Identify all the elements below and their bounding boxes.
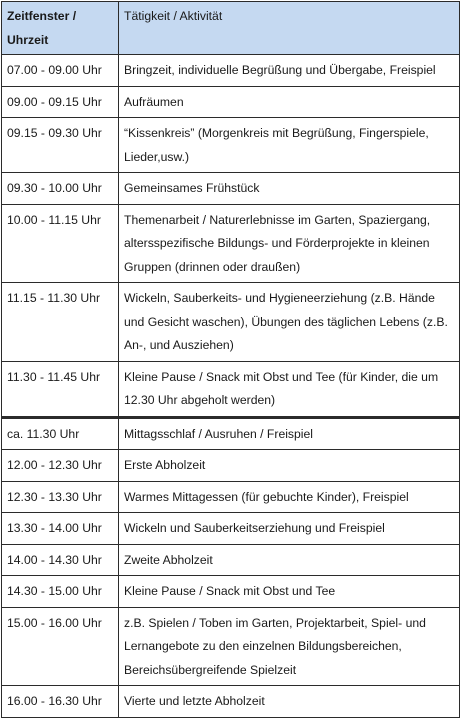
activity-cell: Bringzeit, individuelle Begrüßung und Übergabe, Freispiel [119,55,460,87]
time-cell: 10.00 - 11.15 Uhr [2,204,119,283]
table-row [2,544,460,576]
activity-cell: z.B. Spielen / Toben im Garten, Projektarbeit, Spiel- und Lernangebote zu den einzelnen Bildungsbereichen, Bereichsübergreifende Spielzeit [119,607,460,686]
table-row [2,450,460,482]
activity-cell: Vierte und letzte Abholzeit [119,686,460,718]
table-row [2,361,460,417]
time-cell: 15.00 - 16.00 Uhr [2,607,119,686]
activity-cell: Erste Abholzeit [119,450,460,482]
schedule-table [1,1,460,718]
table-row [2,173,460,205]
column-header-time: Zeitfenster / Uhrzeit [2,2,119,55]
activity-cell: Wickeln und Sauberkeitserziehung und Freispiel [119,513,460,545]
table-row [2,607,460,686]
column-header-activity: Tätigkeit / Aktivität [119,2,460,55]
table-row [2,417,460,450]
time-cell: 14.30 - 15.00 Uhr [2,576,119,608]
activity-cell: Warmes Mittagessen (für gebuchte Kinder), Freispiel [119,481,460,513]
time-cell: 11.30 - 11.45 Uhr [2,361,119,417]
table-row [2,686,460,718]
table-row [2,576,460,608]
table-row [2,283,460,362]
activity-cell: Kleine Pause / Snack mit Obst und Tee (für Kinder, die um 12.30 Uhr abgeholt werden) [119,361,460,417]
time-cell: 13.30 - 14.00 Uhr [2,513,119,545]
time-cell: 09.00 - 09.15 Uhr [2,86,119,118]
time-cell: 12.00 - 12.30 Uhr [2,450,119,482]
table-row [2,204,460,283]
time-cell: 09.30 - 10.00 Uhr [2,173,119,205]
time-cell: 07.00 - 09.00 Uhr [2,55,119,87]
activity-cell: Kleine Pause / Snack mit Obst und Tee [119,576,460,608]
activity-cell: Aufräumen [119,86,460,118]
time-cell: 12.30 - 13.30 Uhr [2,481,119,513]
time-cell: ca. 11.30 Uhr [2,417,119,450]
time-cell: 14.00 - 14.30 Uhr [2,544,119,576]
time-cell: 11.15 - 11.30 Uhr [2,283,119,362]
table-row [2,118,460,173]
table-row [2,86,460,118]
activity-cell: “Kissenkreis” (Morgenkreis mit Begrüßung, Fingerspiele, Lieder,usw.) [119,118,460,173]
time-cell: 09.15 - 09.30 Uhr [2,118,119,173]
time-cell: 16.00 - 16.30 Uhr [2,686,119,718]
activity-cell: Zweite Abholzeit [119,544,460,576]
header-row [2,2,460,55]
activity-cell: Mittagsschlaf / Ausruhen / Freispiel [119,417,460,450]
activity-cell: Wickeln, Sauberkeits- und Hygieneerziehung (z.B. Hände und Gesicht waschen), Übungen des täglichen Lebens (z.B. An-, und Ausziehen) [119,283,460,362]
activity-cell: Gemeinsames Frühstück [119,173,460,205]
activity-cell: Themenarbeit / Naturerlebnisse im Garten, Spaziergang, altersspezifische Bildungs- und Förderprojekte in kleinen Gruppen (drinnen oder draußen) [119,204,460,283]
table-row [2,513,460,545]
table-row [2,481,460,513]
table-row [2,55,460,87]
